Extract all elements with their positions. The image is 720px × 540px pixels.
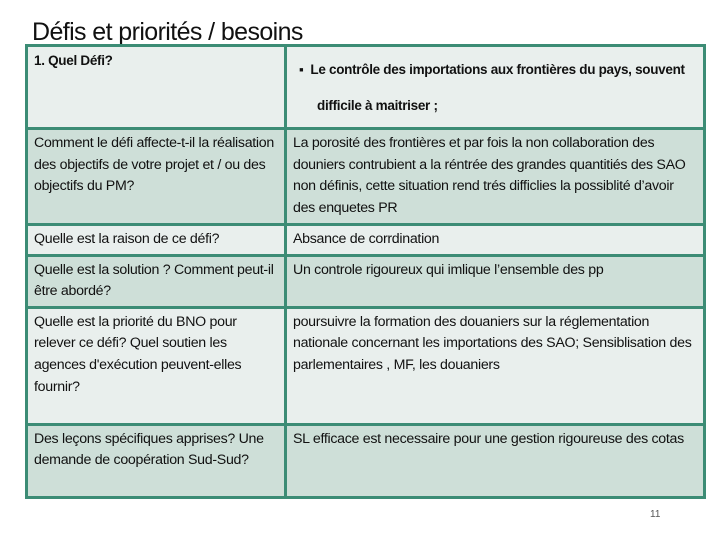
bullet-icon: ▪: [299, 62, 311, 77]
question-cell: Quelle est la raison de ce défi?: [27, 225, 286, 256]
question-cell: Quelle est la solution ? Comment peut-il être abordé?: [27, 255, 286, 307]
table-row: [27, 225, 705, 256]
challenges-table: [25, 44, 706, 499]
slide-title: Défis et priorités / besoins: [32, 18, 303, 46]
question-cell: Des leçons spécifiques apprises? Une demande de coopération Sud-Sud?: [27, 424, 286, 497]
question-cell: 1. Quel Défi?: [27, 46, 286, 129]
answer-cell: Un controle rigoureux qui imlique l’ensemble des pp: [286, 255, 705, 307]
page-number: 11: [650, 509, 661, 520]
question-cell: Comment le défi affecte-t-il la réalisation des objectifs de votre projet et / ou des objectifs du PM?: [27, 129, 286, 225]
table-row: [27, 46, 705, 129]
answer-cell: Absance de corrdination: [286, 225, 705, 256]
question-cell: Quelle est la priorité du BNO pour relever ce défi? Quel soutien les agences d'exécution peuvent-elles fournir?: [27, 307, 286, 424]
answer-cell: La porosité des frontières et par fois la non collaboration des douniers contrubient a la réntrée des grandes quantitiés des SAO non définis, cette situation rend trés difficlies la possiblité d’avoir des enquetes PR: [286, 129, 705, 225]
answer-cell: [286, 46, 705, 129]
answer-cell: poursuivre la formation des douaniers sur la réglementation nationale concernant les importations des SAO; Sensiblisation des parlementaires , MF, les douaniers: [286, 307, 705, 424]
table-row: [27, 255, 705, 307]
table-row: [27, 424, 705, 497]
table-row: [27, 129, 705, 225]
table-row: [27, 307, 705, 424]
answer-text: Le contrôle des importations aux frontières du pays, souvent difficile à maitriser ;: [310, 62, 685, 113]
answer-cell: SL efficace est necessaire pour une gestion rigoureuse des cotas: [286, 424, 705, 497]
